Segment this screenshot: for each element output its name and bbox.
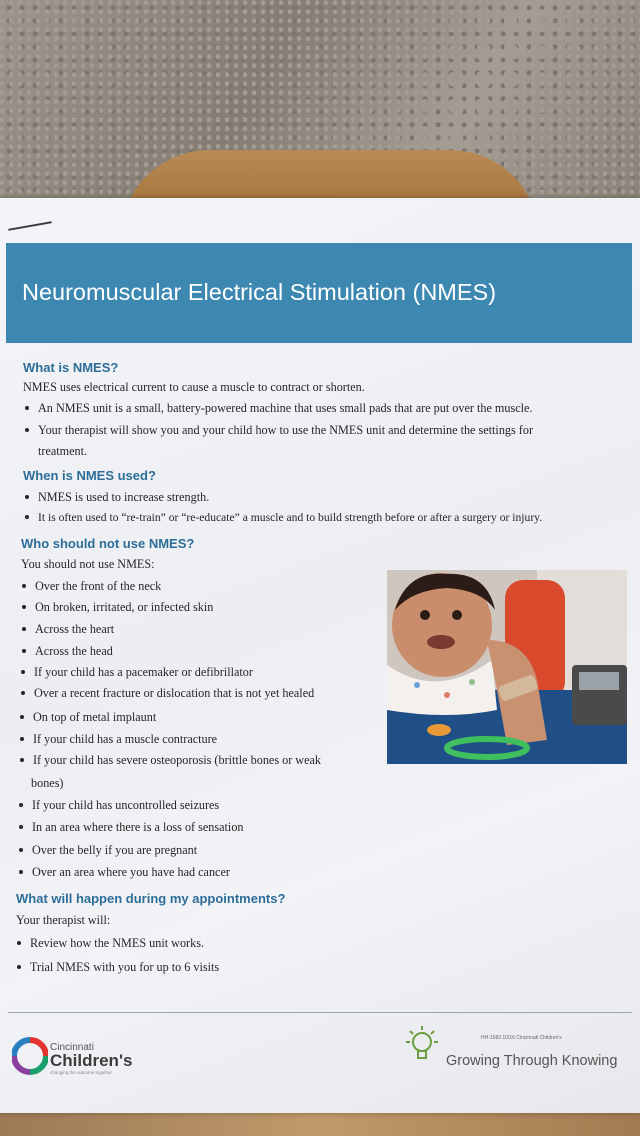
footer-divider [8, 1012, 632, 1013]
bullet-icon [19, 803, 23, 807]
list-item: Your therapist will show you and your child how to use the NMES unit and determine the settings for [25, 423, 533, 438]
logo-text-childrens: Children's [50, 1051, 133, 1070]
list-item: In an area where there is a loss of sensation [19, 820, 244, 835]
list-item: Over an area where you have had cancer [19, 865, 230, 880]
bullet-icon [17, 965, 21, 969]
list-item: An NMES unit is a small, battery-powered machine that uses small pads that are put over the muscle. [25, 401, 533, 416]
logo-swirl-icon [12, 1036, 48, 1078]
document-reference: HH-1583 10/16 Cincinnati Children's [481, 1035, 562, 1041]
list-item: On broken, irritated, or infected skin [22, 600, 213, 615]
list-item: Over the belly if you are pregnant [19, 843, 197, 858]
list-item-continuation: bones) [31, 776, 64, 790]
bullet-icon [19, 848, 23, 852]
child-photo [387, 570, 627, 764]
bullet-icon [22, 627, 26, 631]
bullet-icon [25, 495, 29, 499]
bullet-icon [20, 715, 24, 719]
list-item: If your child has uncontrolled seizures [19, 798, 219, 813]
lightbulb-icon [402, 1024, 442, 1068]
bullet-icon [20, 758, 24, 762]
list-item: If your child has severe osteoporosis (brittle bones or weak [20, 753, 321, 768]
cincinnati-childrens-logo [12, 1036, 152, 1086]
list-item: Over the front of the neck [22, 579, 161, 594]
section-heading-when-used: When is NMES used? [23, 468, 156, 483]
list-item: Across the heart [22, 622, 114, 637]
bullet-icon [21, 670, 25, 674]
section-heading-what-is: What is NMES? [23, 360, 119, 375]
logo-text-cincinnati: Cincinnati [50, 1042, 94, 1053]
section-intro: Your therapist will: [16, 913, 111, 927]
list-item: Trial NMES with you for up to 6 visits [17, 960, 219, 975]
list-item-continuation: treatment. [38, 444, 88, 458]
section-heading-who-not: Who should not use NMES? [21, 536, 195, 551]
logo-tagline: changing the outcome together [50, 1070, 113, 1075]
bullet-icon [21, 691, 25, 695]
child-photo-illustration [387, 570, 627, 764]
title-banner [6, 243, 632, 343]
bullet-icon [25, 428, 29, 432]
bullet-icon [22, 605, 26, 609]
list-item: If your child has a pacemaker or defibrillator [21, 665, 253, 680]
list-item: NMES is used to increase strength. [25, 490, 209, 505]
bullet-icon [25, 515, 29, 519]
handout-page [0, 198, 640, 1113]
list-item: If your child has a muscle contracture [20, 732, 217, 747]
bullet-icon [20, 737, 24, 741]
footer-tagline: Growing Through Knowing [446, 1053, 618, 1069]
table-edge [0, 1110, 640, 1136]
list-item: Over a recent fracture or dislocation that is not yet healed [21, 686, 314, 701]
bullet-icon [19, 825, 23, 829]
section-intro: You should not use NMES: [21, 557, 155, 571]
bullet-icon [19, 870, 23, 874]
bullet-icon [22, 584, 26, 588]
page-title: Neuromuscular Electrical Stimulation (NMES) [22, 279, 497, 305]
bullet-icon [17, 941, 21, 945]
list-item: Across the head [22, 644, 113, 659]
bullet-icon [22, 649, 26, 653]
section-intro: NMES uses electrical current to cause a muscle to contract or shorten. [23, 380, 365, 394]
section-heading-appointments: What will happen during my appointments? [16, 891, 286, 906]
pen-mark [8, 221, 52, 231]
bullet-icon [25, 406, 29, 410]
list-item: Review how the NMES unit works. [17, 936, 204, 951]
list-item: It is often used to “re-train” or “re-educate” a muscle and to build strength before or after a surgery or injury. [25, 511, 542, 524]
list-item: On top of metal implaunt [20, 710, 156, 725]
